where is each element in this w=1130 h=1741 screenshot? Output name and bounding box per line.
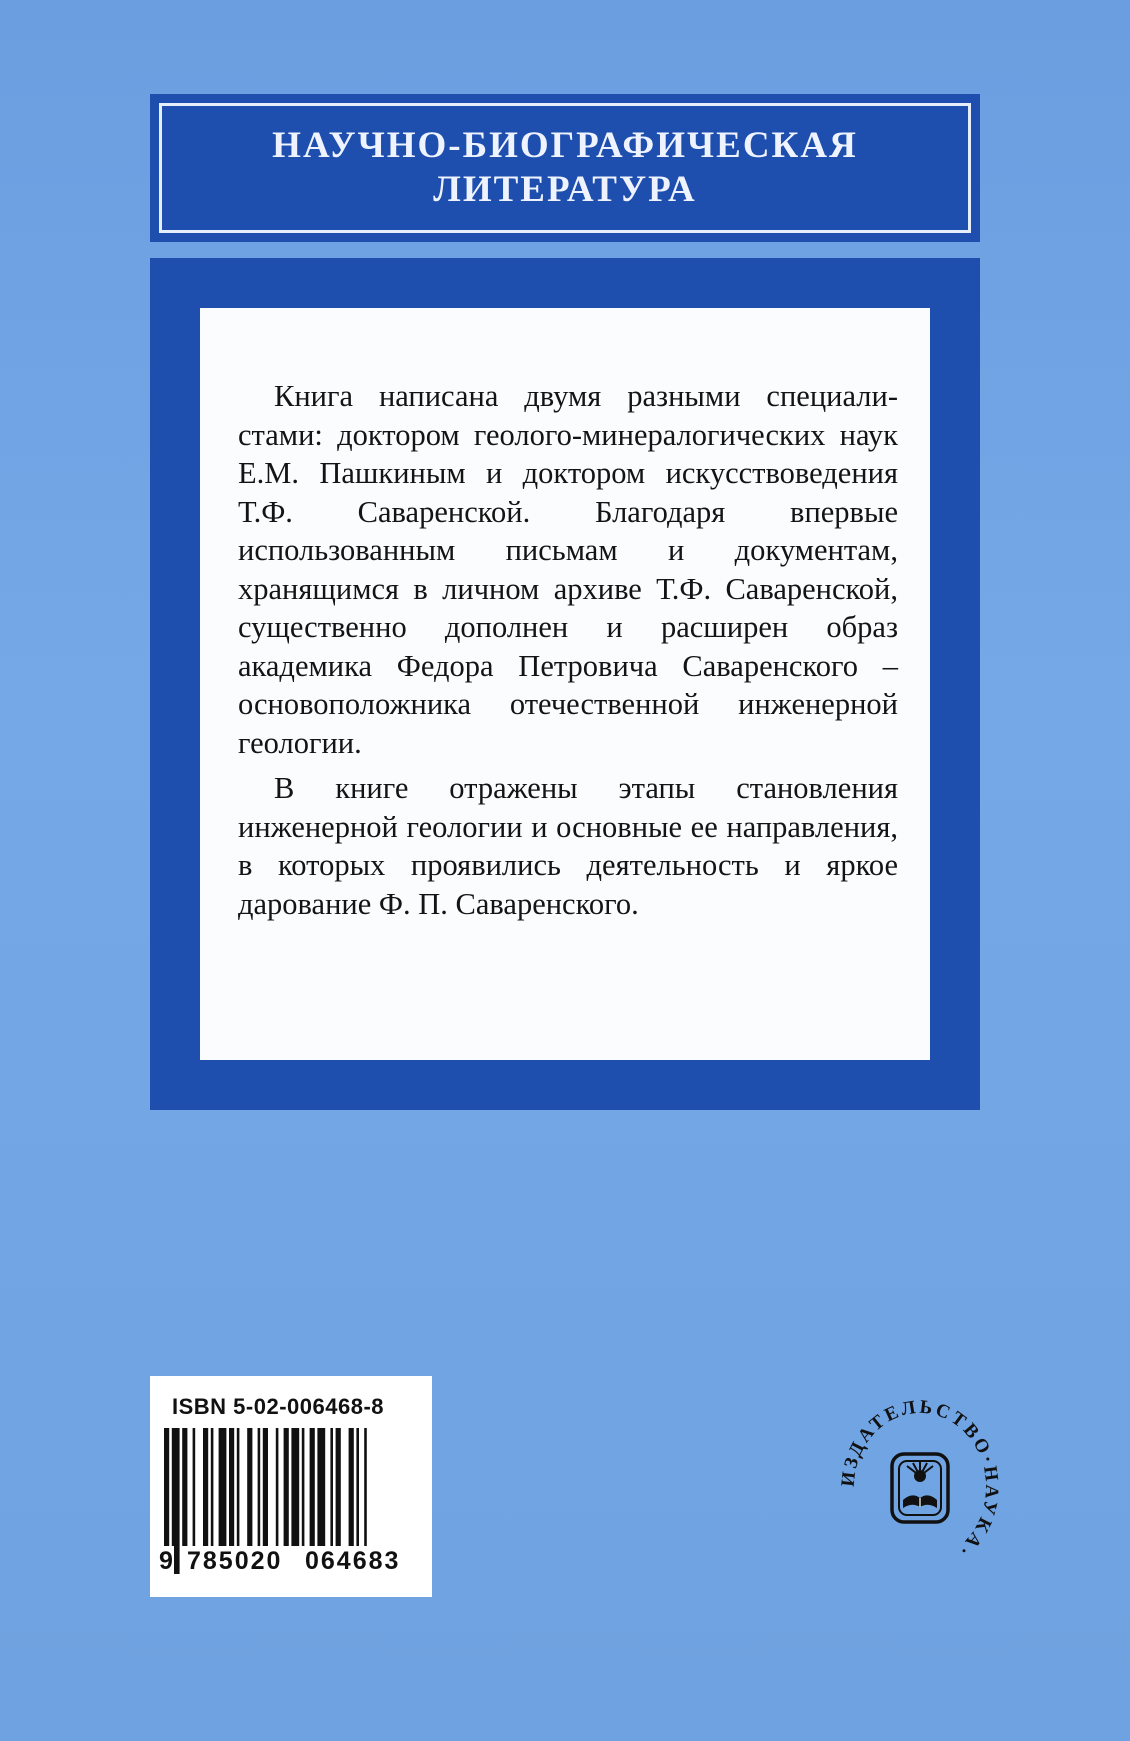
barcode-digits-left: 785020 (187, 1547, 283, 1575)
barcode-bar (229, 1428, 234, 1546)
barcode-bar (211, 1428, 214, 1546)
blurb-card (200, 308, 930, 1060)
publisher-ring-text: ИЗДАТЕЛЬСТВО·НАУКА· (837, 1396, 1003, 1563)
barcode-bar (284, 1428, 289, 1546)
barcode-bar (182, 1428, 187, 1546)
open-book-with-sun-icon (892, 1454, 948, 1522)
publisher-logo (835, 1392, 1005, 1582)
barcode-bar (302, 1428, 305, 1546)
barcode-bar (219, 1428, 227, 1546)
barcode-bar (258, 1428, 261, 1546)
barcode-digit-first: 9 (159, 1547, 173, 1575)
blurb-paragraph-1: Книга написана двумя разными специалистами: доктором геолого-минералогических наук Е.М. Пашкиным и доктором искусствоведения Т.Ф. Саваренской. Благодаря впервые использованным письмам и документам, хранящимся в личном архиве Т.Ф. Саваренской, существенно дополнен и расширен образ академика Федора Петровича Саваренского – основоположника отечественной инженерной геологии. (238, 379, 898, 760)
barcode-digits-right: 064683 (305, 1547, 401, 1575)
series-banner (150, 94, 980, 242)
blurb-paragraph-2: В книге отражены этапы становления инженерной геологии и основные ее направления, в которых проявились деятельность и яркое дарование Ф. П. Саваренского. (238, 771, 898, 921)
blurb-text (238, 377, 898, 923)
barcode-bar (336, 1428, 341, 1546)
isbn-barcode-box (150, 1376, 432, 1597)
barcode-bar (330, 1428, 333, 1546)
barcode-bar (356, 1428, 359, 1546)
isbn-label: ISBN 5-02-006468-8 (172, 1394, 385, 1419)
barcode-bar (247, 1428, 252, 1546)
barcode-bar (291, 1428, 299, 1546)
barcode-bar (310, 1428, 315, 1546)
barcode-bar (193, 1428, 196, 1546)
barcode-bar (237, 1428, 240, 1546)
series-title-line-1: НАУЧНО-БИОГРАФИЧЕСКАЯ (272, 125, 858, 166)
series-title-line-2: ЛИТЕРАТУРА (433, 169, 697, 210)
barcode-bar (317, 1428, 325, 1546)
series-frame (159, 103, 971, 233)
barcode-bar (349, 1428, 354, 1546)
barcode-digits (158, 1546, 424, 1580)
blurb-panel (150, 258, 980, 1110)
barcode-bar (203, 1428, 208, 1546)
